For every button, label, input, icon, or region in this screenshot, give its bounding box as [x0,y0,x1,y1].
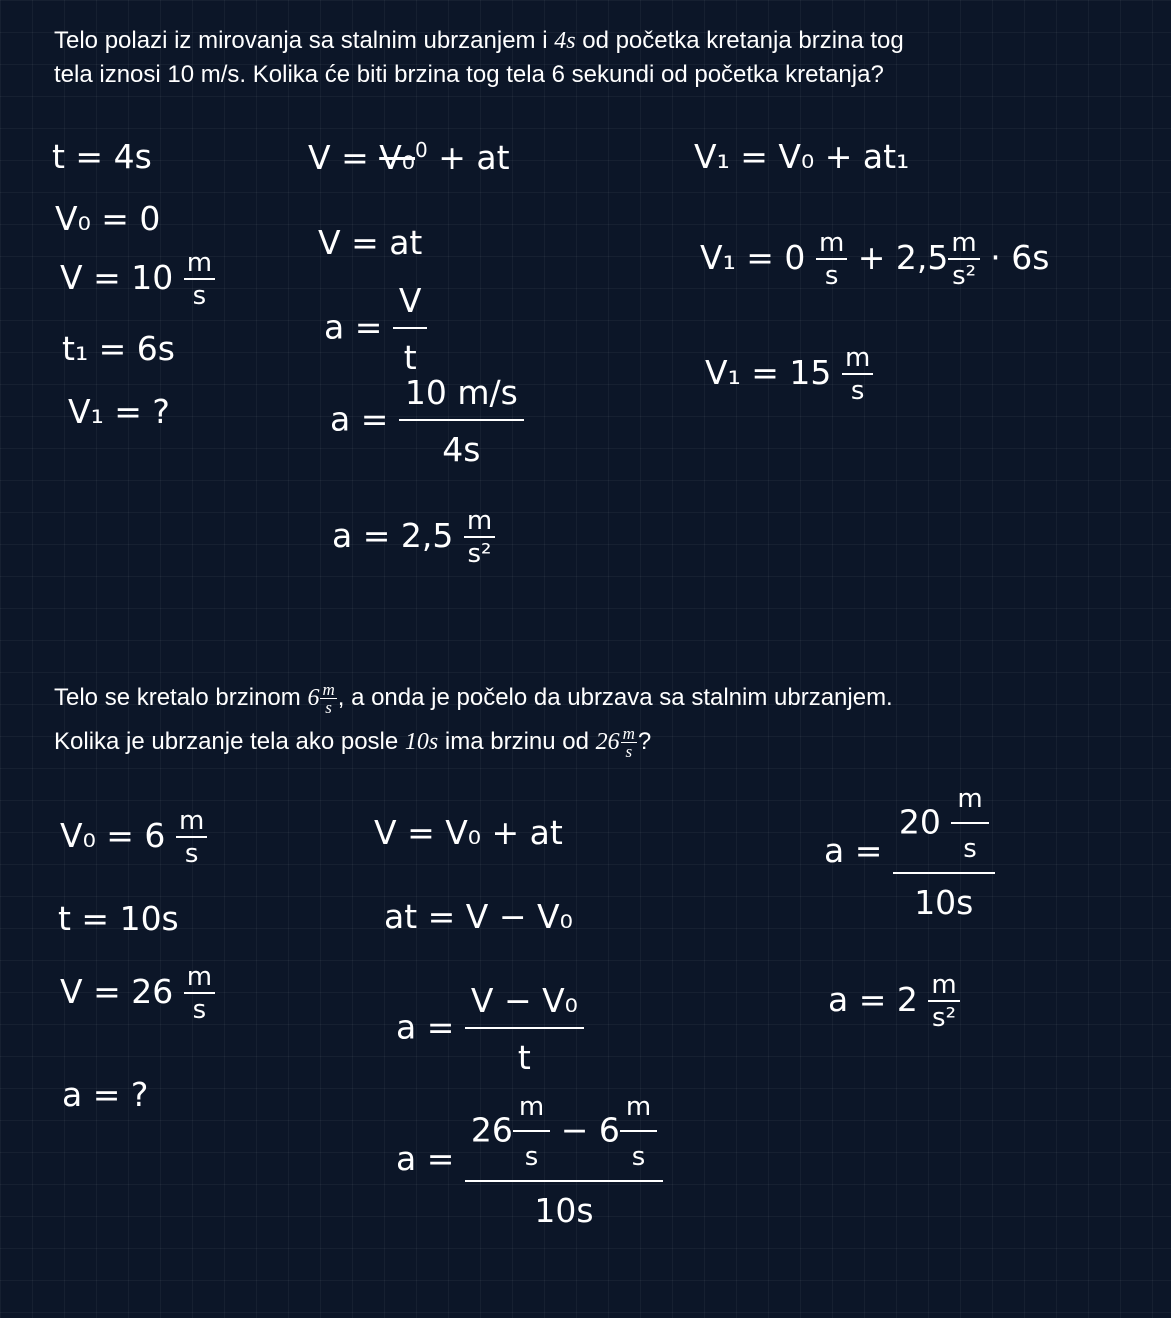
formula-simplified: V = at [318,223,423,262]
given2-a: a = ? [62,1075,149,1114]
problem-1-line-2: tela iznosi 10 m/s. Kolika će biti brzina tog tela 6 sekundi od početka kretanja? [54,61,884,88]
formula2-a-values: a = 20 $\frac{m}{s}$ 10s [824,786,995,919]
result-v1-unit: $\frac{m}{s}$ [842,345,873,404]
problem-1-line-1 [54,24,904,58]
given2-v0: V₀ = 6 $\frac{m}{s}$ [60,808,207,867]
problem-2-unit-2: $\frac{m}{s}$ [622,724,635,762]
given-v [60,250,215,309]
given-v1: V₁ = ? [68,392,170,431]
problem-2-line-1: Telo se kretalo brzinom 6 $\frac{m}{s}$ , a onda je počelo da ubrzava sa stalnim ubrzanjem. [54,680,893,718]
given-v0: V₀ = 0 [55,199,161,238]
formula-v1-substituted: V₁ = 0 $\frac{m}{s}$ + 2,5 $\frac{m}{\text{s²}}$ · 6s [700,228,1050,291]
result-a: a = 2,5 $\frac{m}{\text{s²}}$ [332,508,495,567]
formula-a-v-over-t: a = $\frac{V}{t}$ [324,284,427,374]
given-v-unit: $\frac{m}{s}$ [184,250,215,309]
problem-2-line-2: Kolika je ubrzanje tela ako posle 10s ima brzinu od 26 $\frac{m}{s}$ ? [54,724,652,762]
problem-1-time-value: 4s [554,28,576,54]
result2-a: a = 2 $\frac{m}{\text{s²}}$ [828,972,960,1031]
problem-1-text [54,24,904,92]
zero-annotation: 0 [415,138,428,162]
formula-v-at: V = V₀$^0$ + at [308,138,510,177]
formula-a-substituted: a = $\frac{10 m/s}{4s}$ [330,376,524,466]
problem-2-unit-1: $\frac{m}{s}$ [322,680,335,718]
fraction-v-over-t: $\frac{V}{t}$ [393,284,428,374]
result-a-unit: $\frac{m}{\text{s²}}$ [464,508,495,567]
formula2-rearranged: at = V − V₀ [384,897,573,936]
formula2-v: V = V₀ + at [374,813,563,852]
problem-1-line-1-start: Telo polazi iz mirovanja sa stalnim ubrzanjem i [54,27,555,54]
result-v1: V₁ = 15 $\frac{m}{s}$ [705,345,873,404]
formula-v1: V₁ = V₀ + at₁ [694,137,910,176]
problem-2-text [54,676,893,764]
formula2-a-substituted: a = 26 $\frac{m}{s}$ − 6 $\frac{m}{s}$ 10s [396,1094,663,1227]
given-v-value: V = 10 [60,258,174,297]
struck-v0: V₀ [379,138,416,177]
given2-v: V = 26 $\frac{m}{s}$ [60,964,215,1023]
problem-1-line-1-end: od početka kretanja brzina tog [575,27,904,54]
given-t: t = 4s [52,137,152,176]
fraction-10-over-4: $\frac{10 m/s}{4s}$ [399,376,524,466]
given2-t: t = 10s [58,899,179,938]
given-t1: t₁ = 6s [62,329,175,368]
formula2-a: a = $\frac{\text{V − V₀}}{t}$ [396,984,584,1074]
